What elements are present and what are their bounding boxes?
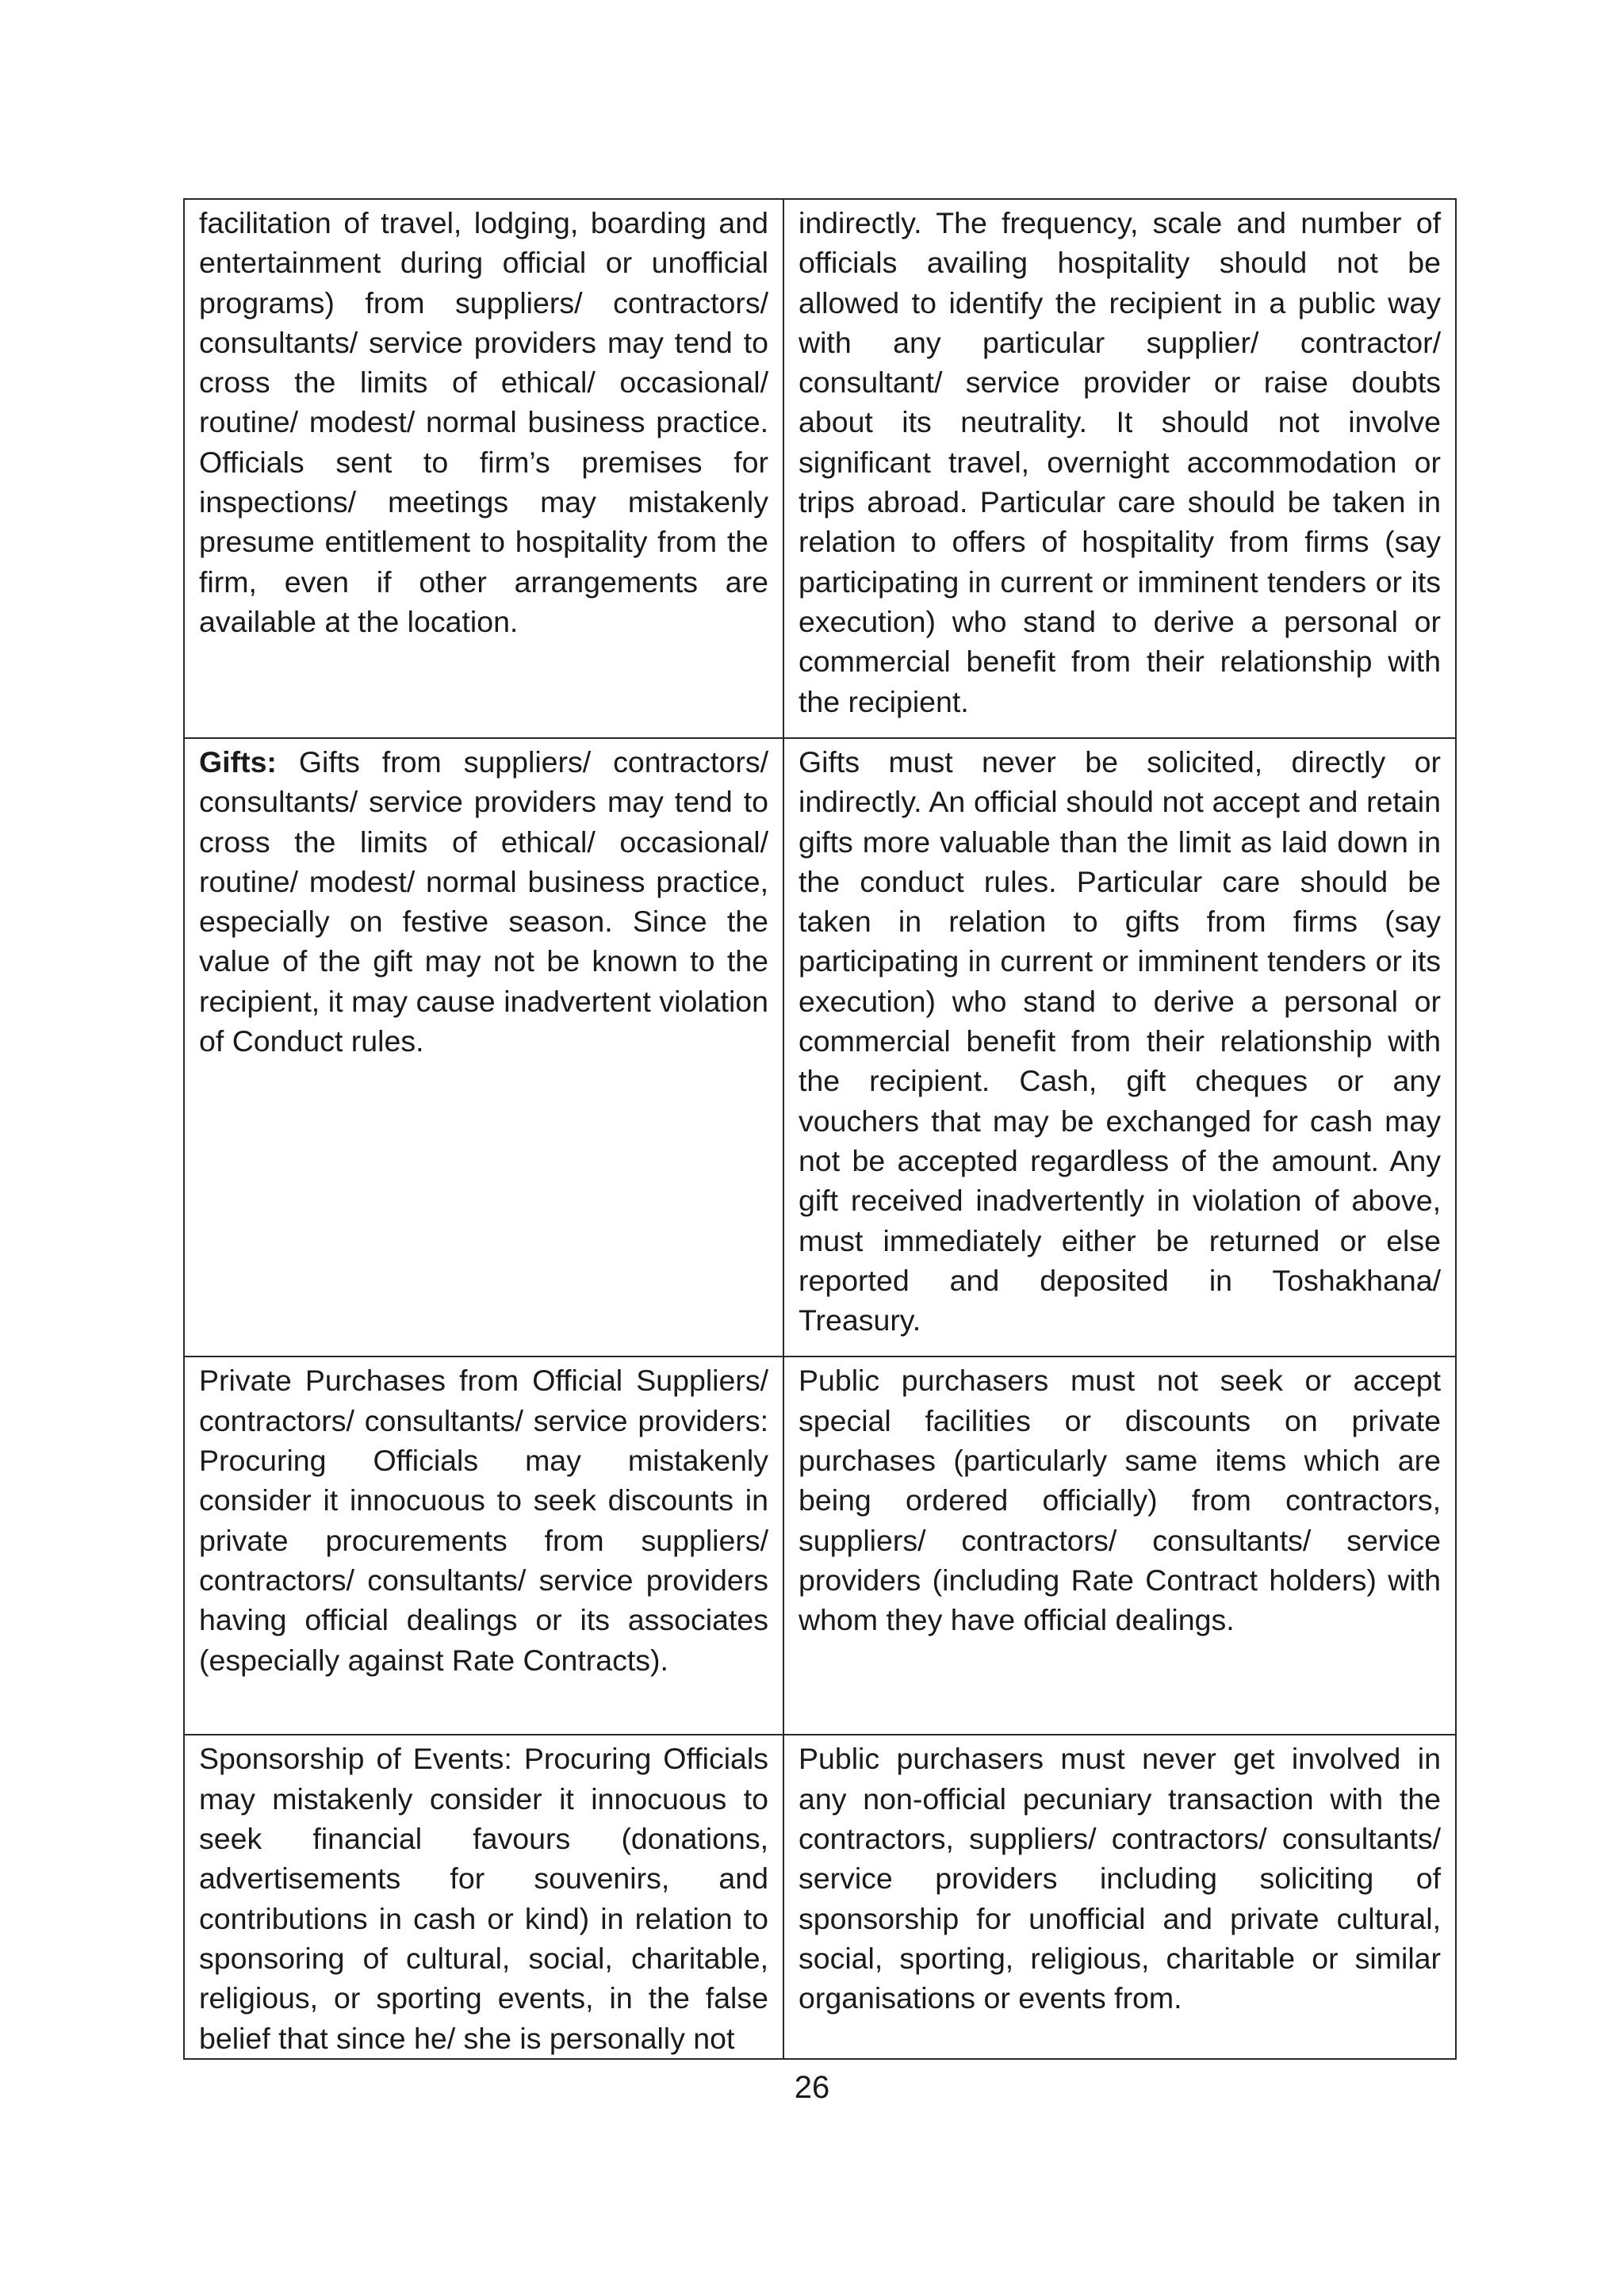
page-number: 26 bbox=[794, 2070, 830, 2105]
guideline-cell: Public purchasers must not seek or accept special facilities or discounts on private purchases (particularly same items which are being ordered officially) from contractors, suppliers/ contractors/ consultants/ service providers (including Rate Contract holders) with whom they have official dealings. bbox=[783, 1357, 1456, 1735]
risk-cell: facilitation of travel, lodging, boarding and entertainment during official or unofficial programs) from suppliers/ contractors/ consultants/ service providers may tend to cross the limits of ethical/ occasional/ routine/ modest/ normal business practice. Officials sent to firm’s premises for inspections/ meetings may mistakenly presume entitlement to hospitality from the firm, even if other arrangements are available at the location. bbox=[184, 199, 783, 738]
risk-cell bbox=[184, 738, 783, 1357]
risk-cell: Private Purchases from Official Suppliers/ contractors/ consultants/ service providers: Procuring Officials may mistakenly consider it innocuous to seek discounts in private procurements from suppliers/ contractors/ consultants/ service providers having official dealings or its associates (especially against Rate Contracts). bbox=[184, 1357, 783, 1735]
guidelines-table bbox=[183, 198, 1457, 2060]
risk-text: Gifts from suppliers/ contractors/ consultants/ service providers may tend to cross the limits of ethical/ occasional/ routine/ modest/ normal business practice, especially on festive season. Since the value of the gift may not be known to the recipient, it may cause inadvertent violation of Conduct rules. bbox=[199, 745, 768, 1058]
gifts-heading: Gifts: bbox=[199, 745, 277, 779]
guideline-cell: indirectly. The frequency, scale and number of officials availing hospitality should not be allowed to identify the recipient in a public way with any particular supplier/ contractor/ consultant/ service provider or raise doubts about its neutrality. It should not involve significant travel, overnight accommodation or trips abroad. Particular care should be taken in relation to offers of hospitality from firms (say participating in current or imminent tenders or its execution) who stand to derive a personal or commercial benefit from their relationship with the recipient. bbox=[783, 199, 1456, 738]
table-row bbox=[184, 1357, 1456, 1735]
table-row bbox=[184, 738, 1456, 1357]
guideline-cell: Public purchasers must never get involved in any non-official pecuniary transaction with the contractors, suppliers/ contractors/ consultants/ service providers including soliciting of sponsorship for unofficial and private cultural, social, sporting, religious, charitable or similar organisations or events from. bbox=[783, 1735, 1456, 2058]
guideline-cell: Gifts must never be solicited, directly or indirectly. An official should not accept and retain gifts more valuable than the limit as laid down in the conduct rules. Particular care should be taken in relation to gifts from firms (say participating in current or imminent tenders or its execution) who stand to derive a personal or commercial benefit from their relationship with the recipient. Cash, gift cheques or any vouchers that may be exchanged for cash may not be accepted regardless of the amount. Any gift received inadvertently in violation of above, must immediately either be returned or else reported and deposited in Toshakhana/ Treasury. bbox=[783, 738, 1456, 1357]
table-row bbox=[184, 1735, 1456, 2058]
table-row bbox=[184, 199, 1456, 738]
risk-cell: Sponsorship of Events: Procuring Officials may mistakenly consider it innocuous to seek financial favours (donations, advertisements for souvenirs, and contributions in cash or kind) in relation to sponsoring of cultural, social, charitable, religious, or sporting events, in the false belief that since he/ she is personally not bbox=[184, 1735, 783, 2058]
